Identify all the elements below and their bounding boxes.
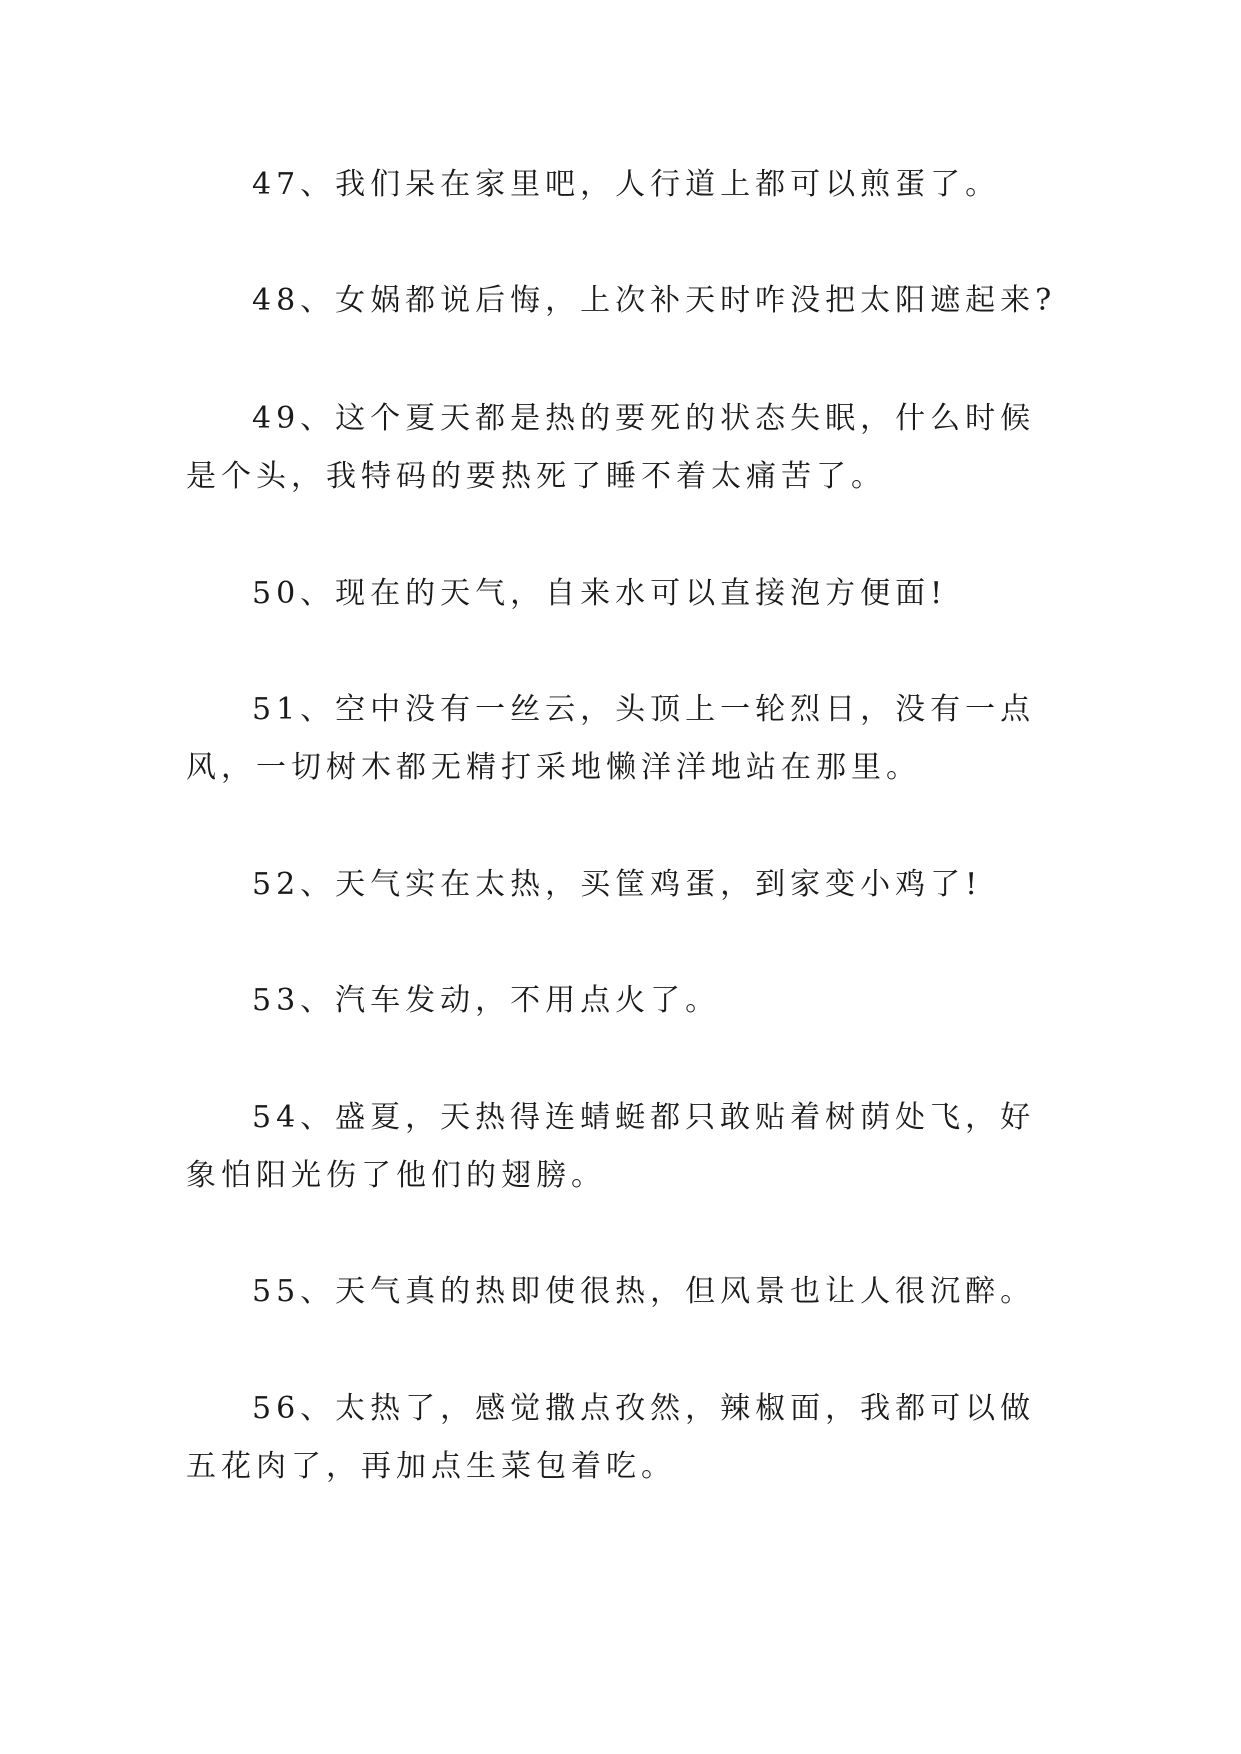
- paragraph-54: 54、盛夏，天热得连蜻蜓都只敢贴着树荫处飞，好象怕阳光伤了他们的翅膀。: [186, 1100, 1036, 1193]
- paragraph-55: 55、天气真的热即使很热，但风景也让人很沉醉。: [252, 1274, 1036, 1309]
- paragraph-49: 49、这个夏天都是热的要死的状态失眠，什么时候是个头，我特码的要热死了睡不着太痛苦了。: [186, 401, 1036, 494]
- paragraph-48: 48、女娲都说后悔，上次补天时咋没把太阳遮起来?: [252, 283, 1057, 318]
- paragraph-53: 53、汽车发动，不用点火了。: [252, 983, 721, 1018]
- paragraph-50: 50、现在的天气，自来水可以直接泡方便面!: [252, 576, 948, 611]
- paragraph-51: 51、空中没有一丝云，头顶上一轮烈日，没有一点风，一切树木都无精打采地懒洋洋地站在那里。: [186, 692, 1036, 785]
- paragraph-52: 52、天气实在太热，买筐鸡蛋，到家变小鸡了!: [252, 867, 983, 902]
- paragraph-47: 47、我们呆在家里吧，人行道上都可以煎蛋了。: [252, 167, 1001, 202]
- paragraph-56: 56、太热了，感觉撒点孜然，辣椒面，我都可以做五花肉了，再加点生菜包着吃。: [186, 1391, 1036, 1484]
